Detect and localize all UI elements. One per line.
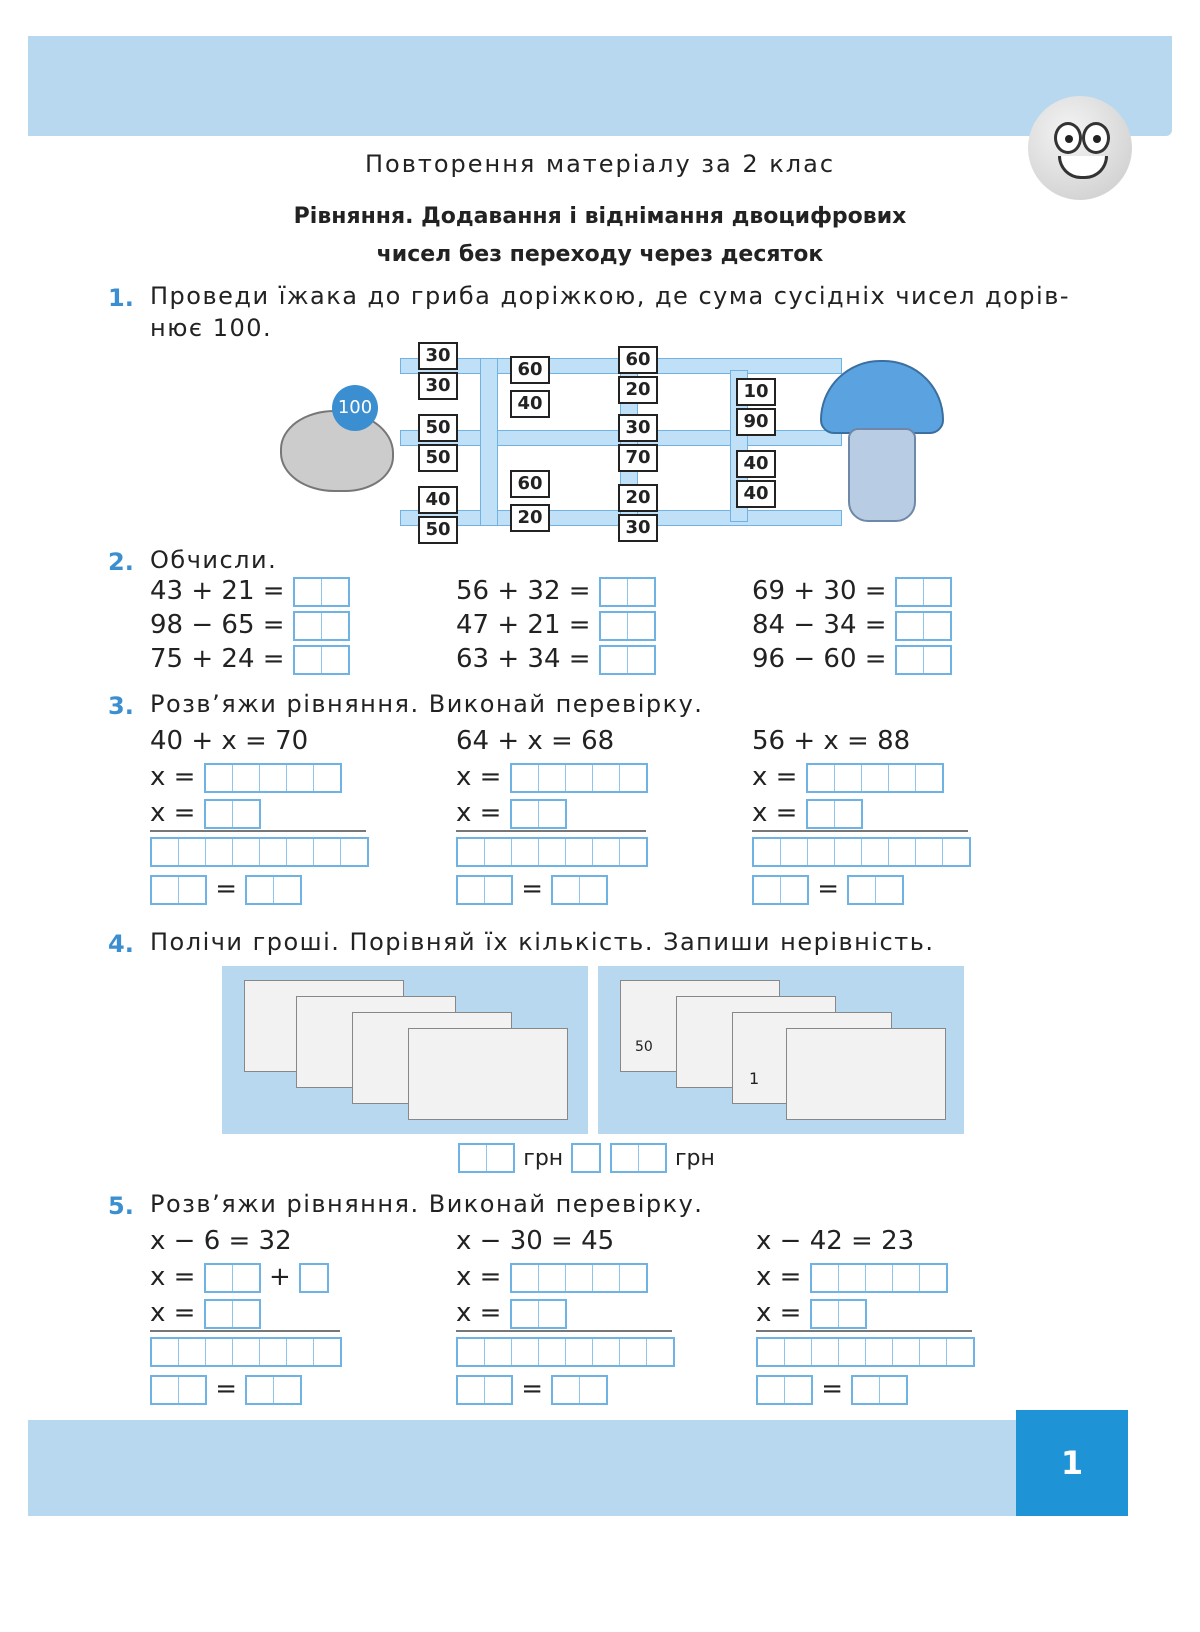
equals-sign: =	[215, 874, 238, 904]
check-left-field[interactable]	[456, 875, 513, 905]
sum-left-field[interactable]	[458, 1143, 515, 1173]
check-left-field[interactable]	[756, 1375, 813, 1405]
equals-sign: =	[215, 1374, 238, 1404]
page-number: 1	[1016, 1410, 1128, 1516]
divider	[456, 1330, 672, 1332]
x-label: x =	[456, 798, 502, 828]
answer-field[interactable]	[204, 1299, 261, 1329]
x-label: x =	[752, 762, 798, 792]
task-number: 2.	[108, 548, 134, 576]
check-right-field[interactable]	[245, 1375, 302, 1405]
task-number: 5.	[108, 1192, 134, 1220]
money-panel-left	[222, 966, 588, 1134]
maze-number: 40	[418, 486, 458, 514]
check-field[interactable]	[756, 1337, 975, 1367]
task-text: Полічи гроші. Порівняй їх кількість. Запиши нерівність.	[150, 928, 935, 956]
x-label: x =	[752, 798, 798, 828]
answer-field[interactable]	[510, 1263, 648, 1293]
answer-field[interactable]	[810, 1263, 948, 1293]
divider	[752, 830, 968, 832]
expression: 56 + 32 =	[456, 576, 591, 606]
x-label: x =	[456, 1262, 502, 1292]
x-label: x =	[150, 1298, 196, 1328]
check-field[interactable]	[456, 837, 648, 867]
maze-number: 30	[418, 372, 458, 400]
expression: 75 + 24 =	[150, 644, 285, 674]
task-text: Розв’яжи рівняння. Виконай перевірку.	[150, 1190, 704, 1218]
check-right-field[interactable]	[551, 1375, 608, 1405]
answer-field[interactable]	[895, 645, 952, 675]
banknote-image	[786, 1028, 946, 1120]
check-left-field[interactable]	[752, 875, 809, 905]
answer-field[interactable]	[599, 611, 656, 641]
maze-number: 20	[618, 376, 658, 404]
answer-field[interactable]	[204, 799, 261, 829]
x-label: x =	[456, 762, 502, 792]
maze-number: 30	[618, 514, 658, 542]
maze-number: 60	[618, 346, 658, 374]
answer-field[interactable]	[806, 763, 944, 793]
answer-field[interactable]	[895, 577, 952, 607]
maze-number: 70	[618, 444, 658, 472]
answer-field[interactable]	[510, 799, 567, 829]
banknote-image: 1	[732, 1012, 892, 1104]
maze-number: 30	[418, 342, 458, 370]
task-text-cont: нює 100.	[150, 314, 273, 342]
equals-sign: =	[821, 1374, 844, 1404]
check-field[interactable]	[150, 837, 369, 867]
currency-label: грн	[523, 1146, 564, 1171]
maze-number: 20	[618, 484, 658, 512]
maze-number: 30	[618, 414, 658, 442]
check-right-field[interactable]	[847, 875, 904, 905]
answer-field[interactable]	[293, 611, 350, 641]
banknote-image: 50	[620, 980, 780, 1072]
maze-puzzle[interactable]	[280, 340, 950, 550]
banknote-image	[408, 1028, 568, 1120]
check-left-field[interactable]	[456, 1375, 513, 1405]
x-label: x =	[456, 1298, 502, 1328]
equals-sign: =	[521, 874, 544, 904]
mushroom-stem	[848, 428, 916, 522]
answer-field[interactable]	[510, 1299, 567, 1329]
page-title	[0, 198, 1200, 274]
footer-band	[28, 1420, 1016, 1516]
answer-field[interactable]	[895, 611, 952, 641]
title-line-2: чисел без переходу через десяток	[376, 242, 824, 267]
task-text: Обчисли.	[150, 546, 278, 574]
equation: x − 30 = 45	[456, 1226, 615, 1256]
check-left-field[interactable]	[150, 875, 207, 905]
expression: 43 + 21 =	[150, 576, 285, 606]
maze-number: 20	[510, 504, 550, 532]
header-band	[28, 36, 1172, 136]
title-line-1: Рівняння. Додавання і віднімання двоцифрових	[293, 204, 907, 229]
maze-number: 90	[736, 408, 776, 436]
equation: x − 42 = 23	[756, 1226, 915, 1256]
answer-field[interactable]	[599, 645, 656, 675]
equals-sign: =	[521, 1374, 544, 1404]
expression: 98 − 65 =	[150, 610, 285, 640]
divider	[150, 1330, 340, 1332]
answer-field[interactable]	[599, 577, 656, 607]
expression: 47 + 21 =	[456, 610, 591, 640]
check-field[interactable]	[150, 1337, 342, 1367]
check-right-field[interactable]	[551, 875, 608, 905]
maze-number: 50	[418, 516, 458, 544]
answer-field[interactable]	[510, 763, 648, 793]
check-field[interactable]	[752, 837, 971, 867]
task-number: 4.	[108, 930, 134, 958]
expression: 96 − 60 =	[752, 644, 887, 674]
currency-label: грн	[674, 1146, 715, 1171]
expression: 63 + 34 =	[456, 644, 591, 674]
equals-sign: =	[817, 874, 840, 904]
equation: 40 + x = 70	[150, 726, 309, 756]
maze-number: 40	[510, 390, 550, 418]
sum-badge: 100	[332, 385, 378, 431]
smiley-face-icon	[1028, 96, 1132, 200]
maze-number: 50	[418, 414, 458, 442]
expression: 84 − 34 =	[752, 610, 887, 640]
check-left-field[interactable]	[150, 1375, 207, 1405]
maze-number: 50	[418, 444, 458, 472]
divider	[756, 1330, 972, 1332]
divider	[150, 830, 366, 832]
answer-field[interactable]	[293, 645, 350, 675]
x-label: x =	[150, 762, 196, 792]
task-number: 3.	[108, 692, 134, 720]
divider	[456, 830, 646, 832]
answer-field[interactable]	[810, 1299, 867, 1329]
section-subtitle: Повторення матеріалу за 2 клас	[364, 150, 836, 178]
equation: 64 + x = 68	[456, 726, 615, 756]
maze-number: 40	[736, 450, 776, 478]
sum-right-field[interactable]	[610, 1143, 667, 1173]
answer-field[interactable]	[204, 763, 342, 793]
plus-sign: +	[268, 1262, 291, 1292]
maze-number: 40	[736, 480, 776, 508]
maze-number: 60	[510, 470, 550, 498]
x-label: x =	[756, 1298, 802, 1328]
check-right-field[interactable]	[851, 1375, 908, 1405]
maze-number: 60	[510, 356, 550, 384]
task-text: Проведи їжака до гриба доріжкою, де сума сусідніх чисел дорів-	[150, 282, 1071, 310]
x-label: x =	[756, 1262, 802, 1292]
x-label: x =	[150, 798, 196, 828]
maze-number: 10	[736, 378, 776, 406]
answer-field[interactable]	[204, 1263, 261, 1293]
comparison-sign-field[interactable]	[571, 1143, 601, 1173]
x-label: x =	[150, 1262, 196, 1292]
expression: 69 + 30 =	[752, 576, 887, 606]
equation: 56 + x = 88	[752, 726, 911, 756]
task-text: Розв’яжи рівняння. Виконай перевірку.	[150, 690, 704, 718]
answer-field[interactable]	[293, 577, 350, 607]
check-field[interactable]	[456, 1337, 675, 1367]
answer-field[interactable]	[299, 1263, 329, 1293]
answer-field[interactable]	[806, 799, 863, 829]
equation: x − 6 = 32	[150, 1226, 292, 1256]
task-number: 1.	[108, 284, 134, 312]
check-right-field[interactable]	[245, 875, 302, 905]
money-panel-right	[598, 966, 964, 1134]
